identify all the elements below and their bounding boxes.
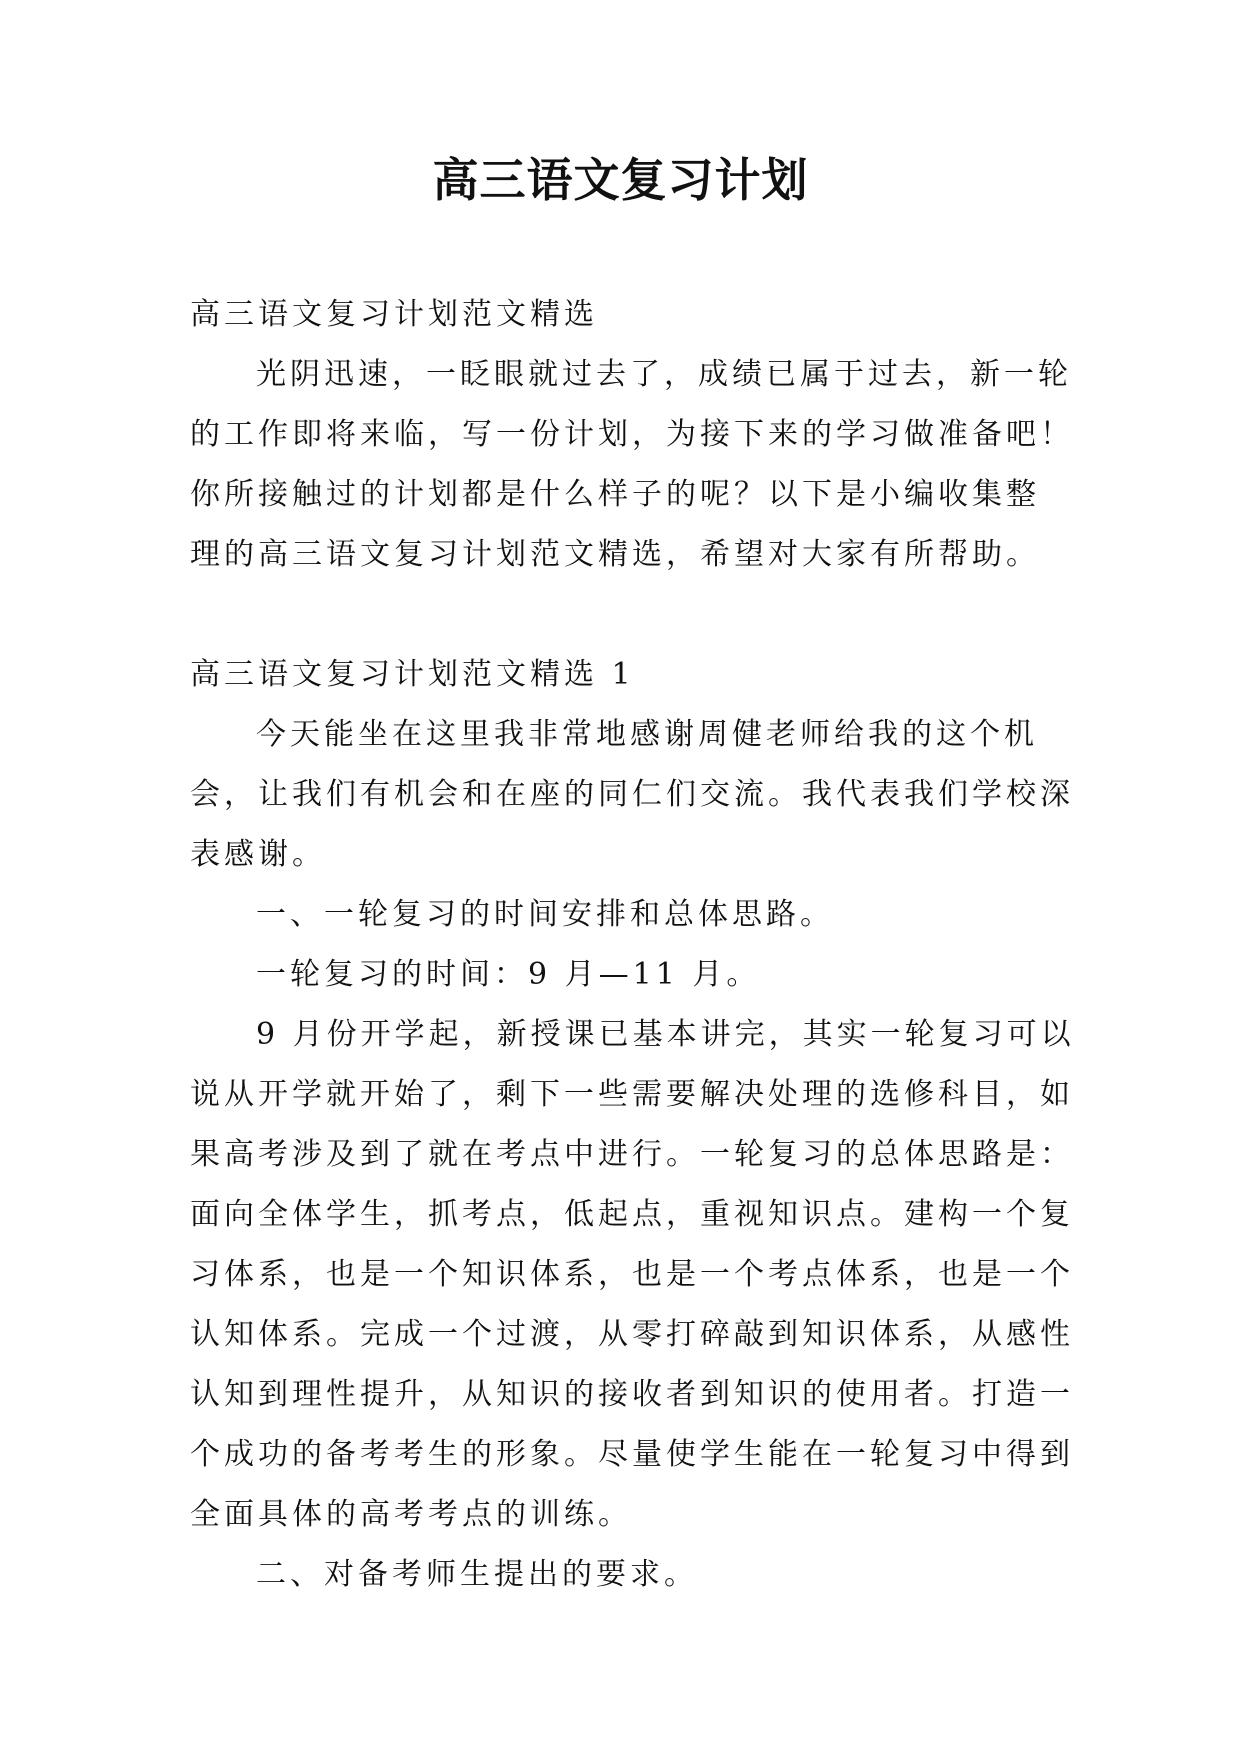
paragraph-line: 全面具体的高考考点的训练。 (190, 1497, 632, 1532)
paragraph-line: 个成功的备考考生的形象。尽量使学生能在一轮复习中得到 (190, 1437, 1074, 1472)
paragraph-line: 果高考涉及到了就在考点中进行。一轮复习的总体思路是： (190, 1137, 1074, 1172)
paragraph-line: 9 月份开学起，新授课已基本讲完，其实一轮复习可以 (256, 1017, 1075, 1052)
paragraph-line: 习体系，也是一个知识体系，也是一个考点体系，也是一个 (190, 1257, 1074, 1292)
paragraph-line: 认知体系。完成一个过渡，从零打碎敲到知识体系，从感性 (190, 1317, 1074, 1352)
paragraph-line: 说从开学就开始了，剩下一些需要解决处理的选修科目，如 (190, 1077, 1074, 1112)
paragraph-line: 你所接触过的计划都是什么样子的呢？以下是小编收集整 (190, 477, 1040, 512)
paragraph-line: 表感谢。 (190, 837, 326, 872)
section-heading-sample-1: 高三语文复习计划范文精选 1 (190, 657, 635, 692)
section-heading-intro: 高三语文复习计划范文精选 (190, 297, 598, 332)
document-body (190, 285, 1075, 1605)
paragraph-line: 光阴迅速，一眨眼就过去了，成绩已属于过去，新一轮 (256, 357, 1072, 392)
subheading-line: 一、一轮复习的时间安排和总体思路。 (256, 897, 834, 932)
document-title: 高三语文复习计划 (432, 153, 809, 207)
paragraph-line: 今天能坐在这里我非常地感谢周健老师给我的这个机 (256, 717, 1038, 752)
paragraph-line: 会，让我们有机会和在座的同仁们交流。我代表我们学校深 (190, 777, 1074, 812)
paragraph-line: 的工作即将来临，写一份计划，为接下来的学习做准备吧！ (190, 417, 1074, 452)
blank-line (190, 585, 1052, 645)
paragraph-line: 面向全体学生，抓考点，低起点，重视知识点。建构一个复 (190, 1197, 1074, 1232)
subheading-line: 二、对备考师生提出的要求。 (256, 1557, 698, 1592)
paragraph-line: 一轮复习的时间：9 月—11 月。 (256, 957, 761, 992)
paragraph-line: 认知到理性提升，从知识的接收者到知识的使用者。打造一 (190, 1377, 1074, 1412)
paragraph-line: 理的高三语文复习计划范文精选，希望对大家有所帮助。 (190, 537, 1040, 572)
